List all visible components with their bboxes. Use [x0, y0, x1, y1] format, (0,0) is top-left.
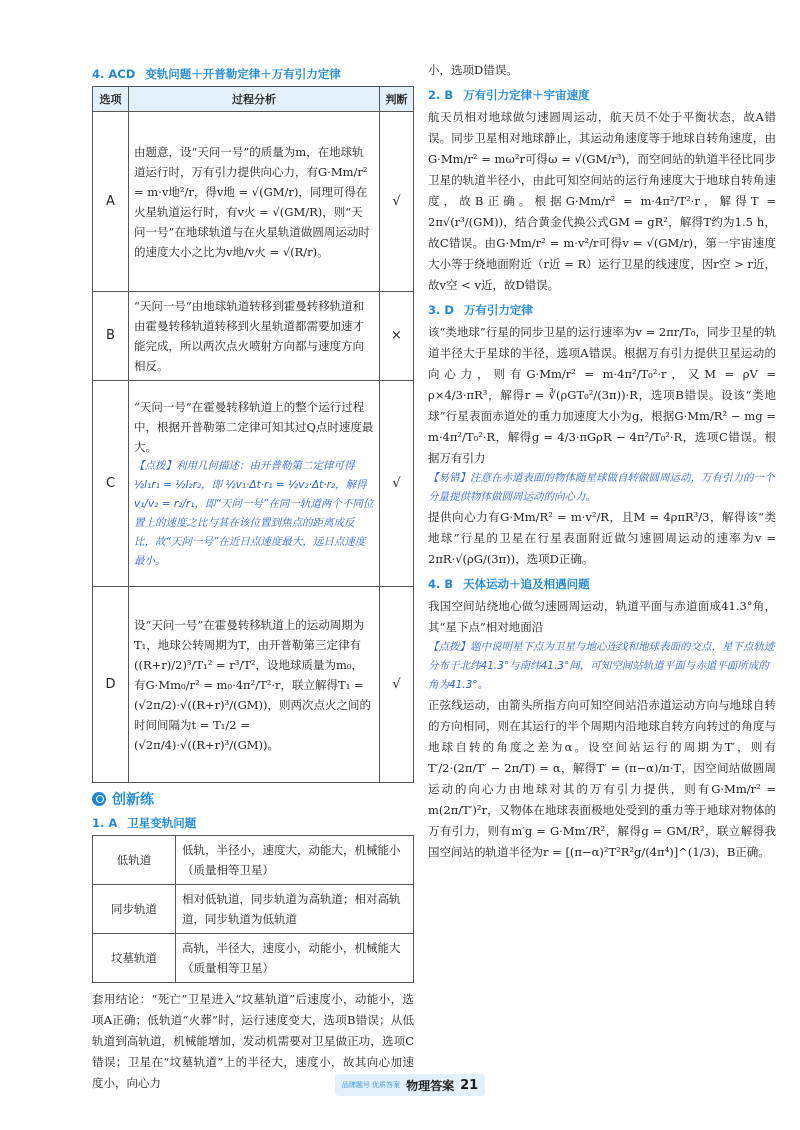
q1-heading: 1. A 卫星变轨问题 [92, 816, 197, 830]
check-mark: √ [380, 112, 414, 292]
check-mark: √ [380, 381, 414, 587]
row-option: A [93, 112, 129, 292]
table-row [93, 836, 414, 885]
footer-label: 物理答案 [406, 1078, 455, 1093]
table-row [93, 381, 414, 587]
row-text: “天问一号”由地球轨道转移到霍曼转移轨道和由霍曼转移轨道转移到火星轨道都需要加速才能完成，所以两次点火喷射方向都与速度方向相反。 [129, 292, 380, 381]
page-footer [335, 1074, 485, 1096]
tip-note: 【点拨】题中说明星下点为卫星与地心连线和地球表面的交点，星下点轨迹分布于北纬41.3°与南纬41.3°间，可知空间站轨道平面与赤道平面所成的角为41.3°。 [428, 641, 775, 691]
orbit-name: 低轨道 [93, 836, 176, 885]
q2-answer: 航天员相对地球做匀速圆周运动，航天员不处于平衡状态，故A错误。同步卫星相对地球静止，其运动角速度等于地球自转角速度，由G·Mm/r² = mω²r可得ω = √(GM/r³)，而空间站的轨道半径比同步卫星的轨道半径小，由此可知空间站的运行角速度大于地球自转角速度，故B正确。根据G·Mm/r² = m·4π²/T²·r，解得T = 2π√(r³/(GM))，结合黄金代换公式GM = gR²，解得T约为1.5 h，故C错误。由G·Mm/r² = m·v²/r可得v = √(GM/r)，第一宇宙速度大小等于绕地面附近（r近 = R）运行卫星的线速度，因r空 > r近，故v空 < v近，故D错误。 [428, 110, 776, 292]
cross-mark: × [380, 292, 414, 381]
row-text: 设“天问一号”在霍曼转移轨道上的运动周期为T₁，地球公转周期为T，由开普勒第三定律有((R+r)/2)³/T₁² = r³/T²，设地球质量为m₀，有G·Mm₀/r² = m₀·4π²/T²·r，联立解得T₁ = (√2π/2)·√((R+r)³/(GM))，则两次点火之间的时间间隔为t = T₁/2 = (√2π/4)·√((R+r)³/(GM))。 [129, 587, 380, 783]
mistake-note: 【易错】注意在赤道表面的物体随星球做自转做圆周运动，万有引力的一个分量提供物体做圆周运动的向心力。 [428, 472, 775, 503]
orbit-desc: 低轨，半径小，速度大，动能大，机械能小（质量相等卫星） [176, 836, 414, 885]
innovation-heading: 创新练 [92, 789, 414, 809]
orbit-name: 同步轨道 [93, 885, 176, 934]
q1-answer: 套用结论：“死亡”卫星进入“坟墓轨道”后速度小，动能小，选项A正确；低轨道“火葬”时，运行速度变大，选项B错误；从低轨道到高轨道，机械能增加，发动机需要对卫星做正功，选项C错误；卫星在“坟墓轨道”上的半径大，速度小，故其向心加速度小，向心力 [92, 992, 414, 1090]
table-row [93, 292, 414, 381]
header-judge: 判断 [380, 87, 414, 112]
q4b-answer-part1: 我国空间站绕地心做匀速圆周运动，轨道平面与赤道面成41.3°角，其“星下点”相对地面沿 [428, 599, 776, 634]
check-mark: √ [380, 587, 414, 783]
table-row [93, 885, 414, 934]
q4-heading: 4. ACD 变轨问题＋开普勒定律＋万有引力定律 [92, 67, 341, 81]
row-text: “天问一号”在霍曼转移轨道上的整个运行过程中，根据开普勒第二定律可知其过Q点时速度最大。 [134, 399, 374, 454]
row-option: B [93, 292, 129, 381]
magnifier-icon [92, 792, 106, 806]
orbit-desc: 高轨，半径大，速度小，动能小，机械能大（质量相等卫星） [176, 934, 414, 983]
analysis-header-row [93, 87, 414, 112]
header-option: 选项 [93, 87, 129, 112]
q2-heading: 2. B 万有引力定律＋宇宙速度 [428, 88, 590, 102]
q3-answer-part1: 该“类地球”行星的同步卫星的运行速率为v = 2πr/T₀，同步卫星的轨道半径大于星球的半径，选项A错误。根据万有引力提供卫星运动的向心力，则有G·Mm/r² = m·4π²/T₀²·r，又M = ρV = ρ×4/3·πR³，解得r = ∛(ρGT₀²/(3π))·R，选项B错误。设该“类地球”行星表面赤道处的重力加速度大小为g，根据G·Mm/R² − mg = m·4π²/T₀²·R，解得g = 4/3·πGρR − 4π²/T₀²·R，选项C错误。根据万有引力 [428, 325, 776, 465]
q4b-heading: 4. B 天体运动＋追及相遇问题 [428, 577, 590, 591]
orbit-table [92, 835, 414, 983]
table-row [93, 934, 414, 983]
orbit-desc: 相对低轨道，同步轨道为高轨道；相对高轨道，同步轨道为低轨道 [176, 885, 414, 934]
q3-heading: 3. D 万有引力定律 [428, 303, 533, 317]
header-process: 过程分析 [129, 87, 380, 112]
row-text: 由题意，设“天问一号”的质量为m，在地球轨道运行时，万有引力提供向心力，有G·Mm/r² = m·v地²/r，得v地 = √(GM/r)，同理可得在火星轨道运行时，有v火 = √(GM/R)，则“天问一号”在地球轨道与在火星轨道做圆周运动时的速度大小之比为v地/v火 = √(R/r)。 [129, 112, 380, 292]
page-number: 21 [460, 1077, 479, 1093]
table-row [93, 587, 414, 783]
orbit-name: 坟墓轨道 [93, 934, 176, 983]
continuation-text: 小，选项D错误。 [428, 63, 518, 77]
table-row [93, 112, 414, 292]
brand-logo: 品牌题号 优质答案 [341, 1081, 401, 1089]
q4b-answer-part2: 正弦线运动，由箭头所指方向可知空间站沿赤道运动方向与地球自转的方向相同，则在其运行的半个周期内沿地球自转方向转过的角度与地球自转的角度之差为α。设空间站运行的周期为T′，则有T′/2·(2π/T′ − 2π/T) = α，解得T′ = (π−α)/π·T，因空间站做圆周运动的向心力由地球对其的万有引力提供，则有G·Mm/r² = m(2π/T′)²r，又物体在地球表面极地处受到的重力等于地球对物体的万有引力，则有m′g = G·Mm′/R²，解得g = GM/R²，联立解得我国空间站的轨道半径为r = [(π−α)²T²R²g/(4π⁴)]^(1/3)，B正确。 [428, 698, 776, 859]
analysis-table [92, 86, 414, 783]
row-option: C [93, 381, 129, 587]
tip-note: 【点拨】利用几何描述：由开普勒第二定律可得 ½l₁r₁ = ½l₂r₂，即 ½v₁·Δt·r₁ = ½v₂·Δt·r₂，解得 v₁/v₂ = r₂/r₁，即“天问一号”在同一轨道两个不同位置上的速度之比与其在该位置到焦点的距离成反比，故“天问一号”在近日点速度最大，远日点速度最小。 [134, 459, 374, 567]
right-column [428, 60, 776, 863]
q3-answer-part2: 提供向心力有G·Mm/R² = m·v²/R，且M = 4ρπR³/3，解得该“类地球”行星的卫星在行星表面附近做匀速圆周运动的速率为v = 2πR·√(ρG/(3π))，选项D正确。 [428, 510, 776, 566]
left-column [92, 60, 414, 1094]
row-option: D [93, 587, 129, 783]
